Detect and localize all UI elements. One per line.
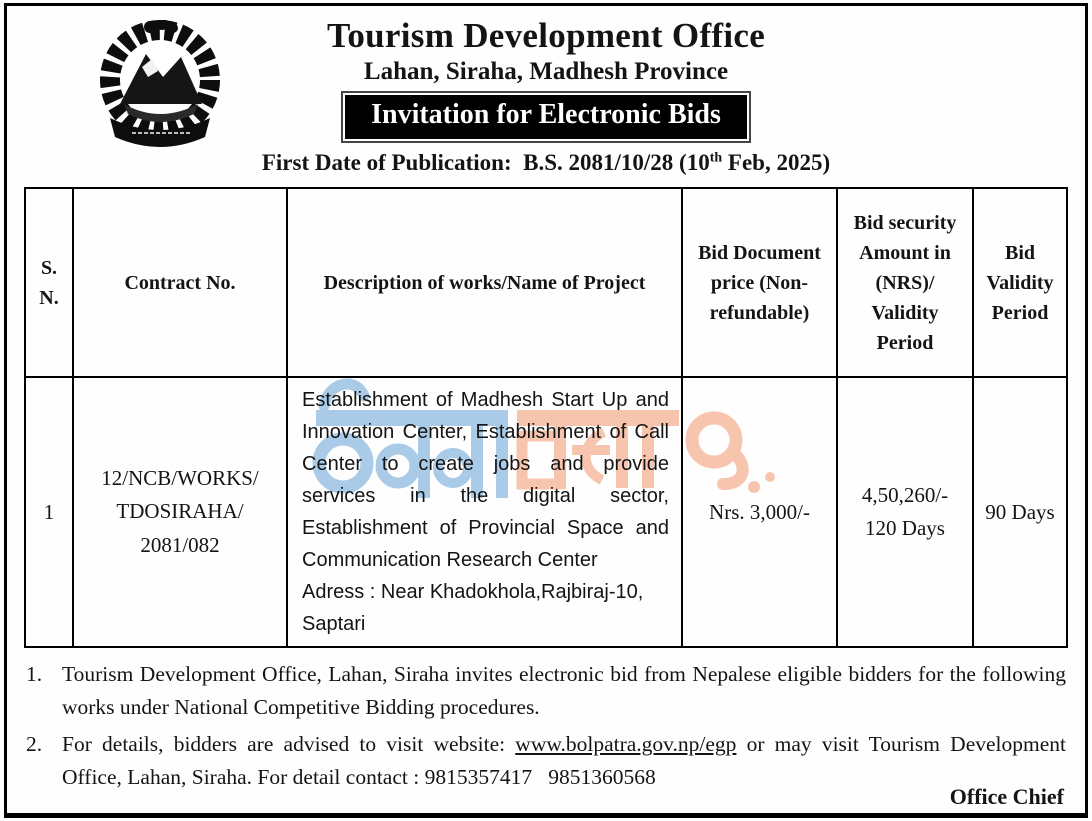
note-text: Tourism Development Office, Lahan, Siraha invites electronic bid from Nepalese eligible bidders for the following works under National Competitive Bidding procedures.	[62, 662, 1066, 719]
bid-security-validity: 120 Days	[865, 516, 945, 540]
document-header	[0, 16, 1092, 176]
office-location: Lahan, Siraha, Madhesh Province	[363, 58, 729, 86]
note-item-1	[26, 658, 1066, 723]
note-item-2	[26, 728, 1066, 793]
cell-bid-document-price: Nrs. 3,000/-	[682, 377, 837, 647]
contract-line: 12/NCB/WORKS/	[101, 465, 259, 490]
publication-date-suffix: Feb, 2025)	[722, 150, 831, 176]
signatory-title: Office Chief	[949, 784, 1064, 809]
note-text-before-link: For details, bidders are advised to visit website:	[62, 732, 516, 757]
contract-line: 2081/082	[140, 532, 220, 557]
column-header-contract-no: Contract No.	[73, 188, 287, 377]
publication-date-line	[0, 150, 1092, 176]
project-address: Adress : Near Khadokhola,Rajbiraj-10, Saptari	[302, 581, 644, 635]
bids-table	[24, 187, 1068, 648]
publication-date-ordinal: th	[709, 150, 723, 166]
note-number: 2.	[26, 732, 43, 757]
note-number: 1.	[26, 662, 43, 686]
table-row	[25, 377, 1067, 647]
publication-date-text: First Date of Publication: B.S. 2081/10/28 (10	[261, 150, 710, 176]
bid-security-amount: 4,50,260/-	[861, 483, 949, 508]
website-link[interactable]: www.bolpatra.gov.np/egp	[515, 732, 737, 757]
column-header-sn: S. N.	[25, 188, 73, 377]
notice-banner: Invitation for Electronic Bids	[345, 95, 747, 139]
notes-section	[26, 658, 1066, 799]
bids-table-container	[24, 187, 1068, 648]
table-header-row	[25, 188, 1067, 377]
cell-contract-no	[73, 377, 287, 647]
cell-bid-security	[837, 377, 973, 647]
column-header-bid-validity: Bid Validity Period	[973, 188, 1067, 377]
cell-bid-validity: 90 Days	[973, 377, 1067, 647]
project-description: Establishment of Madhesh Start Up and Innovation Center, Establishment of Call Center to create jobs and provide services in the digital sector, Establishment of Provincial Space and Communication Research Center	[302, 389, 669, 571]
column-header-description: Description of works/Name of Project	[287, 188, 682, 377]
cell-sn: 1	[25, 377, 73, 647]
note-text-after-link: or may visit Tourism Development Office, Lahan, Siraha. For detail contact : 9815357417 9851360568	[62, 732, 1066, 790]
note-text	[62, 728, 1066, 793]
column-header-bid-security: Bid security Amount in (NRS)/ Validity Period	[837, 188, 973, 377]
page-title: Tourism Development Office	[326, 16, 766, 55]
contract-line: TDOSIRAHA/	[116, 499, 244, 524]
cell-description	[287, 377, 682, 647]
column-header-bid-document-price: Bid Document price (Non-refundable)	[682, 188, 837, 377]
